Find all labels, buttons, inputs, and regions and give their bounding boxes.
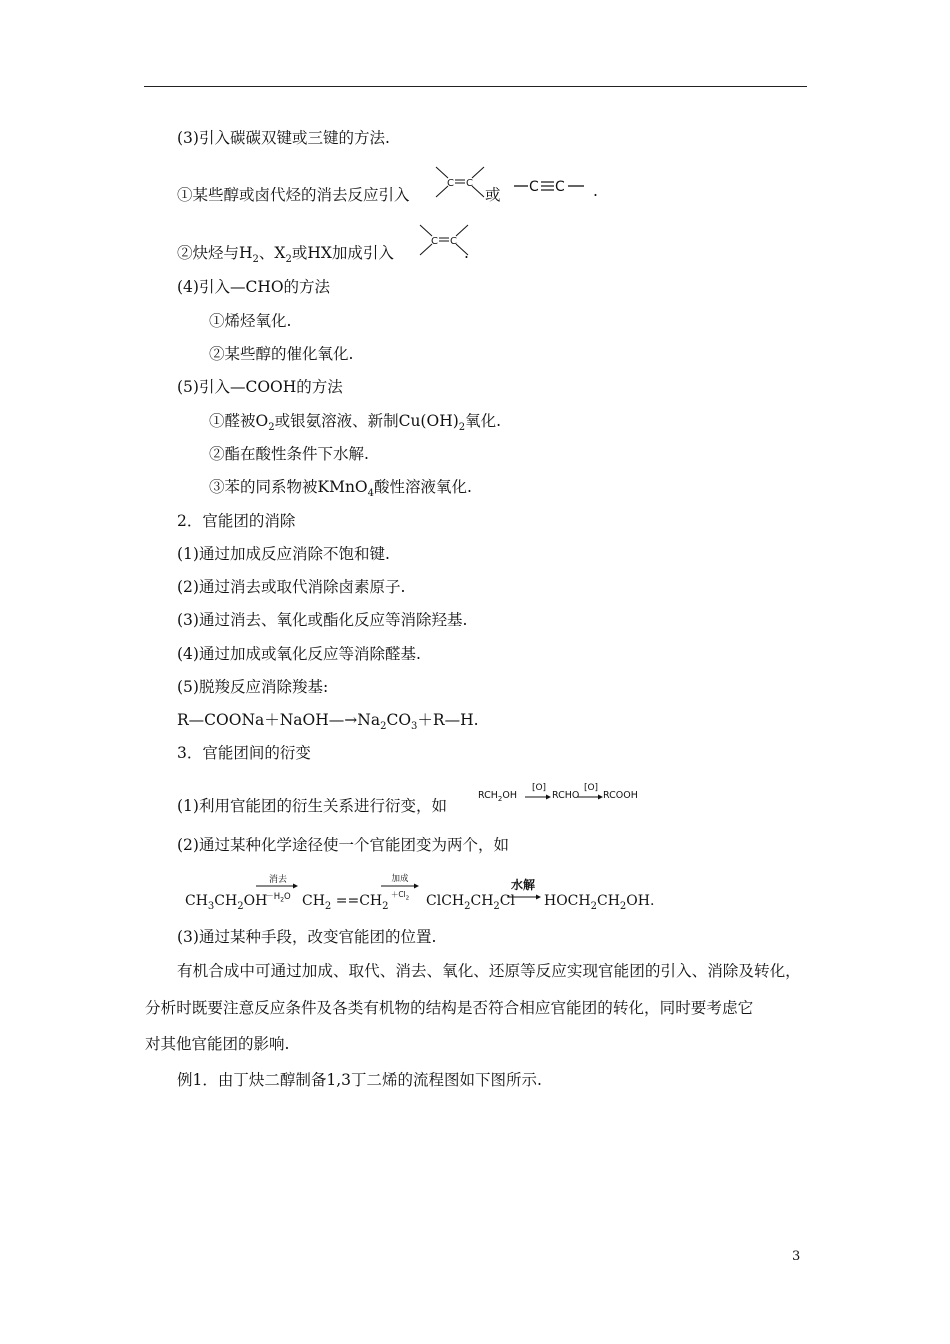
svg-text:C: C	[450, 236, 457, 247]
aldehyde-label: RCHO	[552, 790, 580, 801]
reaction-arrow-1	[524, 793, 552, 801]
method-2-end: .	[464, 244, 469, 262]
ethylene-formula: $CH_2 ==CH_2$	[302, 893, 389, 912]
elimination-item-5: (5)脱羧反应消除羧基:	[177, 678, 329, 696]
summary-line-3: 对其他官能团的影响.	[145, 1035, 290, 1053]
ethanol-formula: $CH_3CH_2OH$	[185, 893, 268, 912]
elimination-item-1: (1)通过加成反应消除不饱和键.	[177, 545, 390, 563]
example-1: 例1．由丁炔二醇制备1,3丁二烯的流程图如下图所示.	[177, 1071, 542, 1089]
alkene-structure	[432, 164, 488, 204]
section-2-title: 2．官能团的消除	[177, 512, 296, 530]
section-5-item-2: ②酯在酸性条件下水解.	[209, 445, 369, 463]
arrow-1-condition-bottom: $-H_2O$	[265, 892, 291, 904]
header-rule	[144, 86, 807, 87]
section-4-item-1: ①烯烃氧化.	[209, 312, 292, 330]
section-3b-title: 3．官能团间的衍变	[177, 744, 311, 762]
section-4-item-2: ②某些醇的催化氧化.	[209, 345, 354, 363]
elimination-item-4: (4)通过加成或氧化反应等消除醛基.	[177, 645, 421, 663]
oxidation-chain: $RCH_2OH$	[478, 790, 517, 803]
summary-line-2: 分析时既要注意反应条件及各类有机物的结构是否符合相应官能团的转化，同时要考虑它	[145, 999, 754, 1017]
arrow-2-condition-top: 加成	[391, 874, 409, 884]
svg-text:C: C	[447, 178, 454, 189]
section-5-item-3: ③苯的同系物被KMnO$_4$酸性溶液氧化.	[209, 478, 472, 500]
reaction-arrow-3	[255, 882, 299, 890]
svg-text:C: C	[555, 179, 565, 195]
summary-line-1: 有机合成中可通过加成、取代、消去、氧化、还原等反应实现官能团的引入、消除及转化，	[177, 962, 801, 980]
section-5-title: (5)引入—COOH的方法	[177, 378, 343, 396]
elimination-item-2: (2)通过消去或取代消除卤素原子.	[177, 578, 406, 596]
oxidant-label-2: [O]	[583, 783, 599, 793]
derivation-item-1: (1)利用官能团的衍生关系进行衍变，如	[177, 797, 447, 815]
method-1-text: ①某些醇或卤代烃的消去反应引入	[177, 186, 410, 204]
derivation-item-3: (3)通过某种手段，改变官能团的位置.	[177, 928, 437, 946]
decarboxylation-equation: $R—COONa+NaOH—\to Na_2CO_3+R—H$.	[177, 711, 479, 733]
section-4-title: (4)引入—CHO的方法	[177, 278, 331, 296]
reaction-arrow-5	[506, 893, 542, 901]
ethylene-glycol-formula: $HOCH_2CH_2OH$.	[544, 893, 655, 912]
or-text: 或	[485, 186, 501, 204]
svg-text:C: C	[431, 236, 438, 247]
reaction-arrow-2	[576, 793, 604, 801]
oxidant-label-1: [O]	[531, 783, 547, 793]
alkyne-structure	[512, 176, 592, 196]
arrow-3-condition-top: 水解	[510, 878, 535, 892]
arrow-2-condition-bottom: $+Cl_2$	[390, 890, 410, 902]
page-number: 3	[792, 1249, 801, 1264]
svg-text:C: C	[466, 178, 473, 189]
method-1-end: .	[593, 182, 598, 200]
dichloroethane-formula: $ClCH_2CH_2Cl$	[426, 893, 515, 912]
elimination-item-3: (3)通过消去、氧化或酯化反应等消除羟基.	[177, 611, 468, 629]
acid-label: RCOOH	[603, 790, 638, 801]
svg-text:C: C	[529, 179, 539, 195]
section-5-item-1: ①醛被$O_2$或银氨溶液、新制$Cu(OH)_2$氧化.	[209, 412, 502, 434]
arrow-1-condition-top: 消去	[268, 875, 287, 885]
method-2-text: ②炔烃与$H_2$、$X_2$或HX加成引入	[177, 244, 394, 266]
derivation-item-2: (2)通过某种化学途径使一个官能团变为两个，如	[177, 836, 509, 854]
section-3-title: (3)引入碳碳双键或三键的方法.	[177, 129, 390, 147]
